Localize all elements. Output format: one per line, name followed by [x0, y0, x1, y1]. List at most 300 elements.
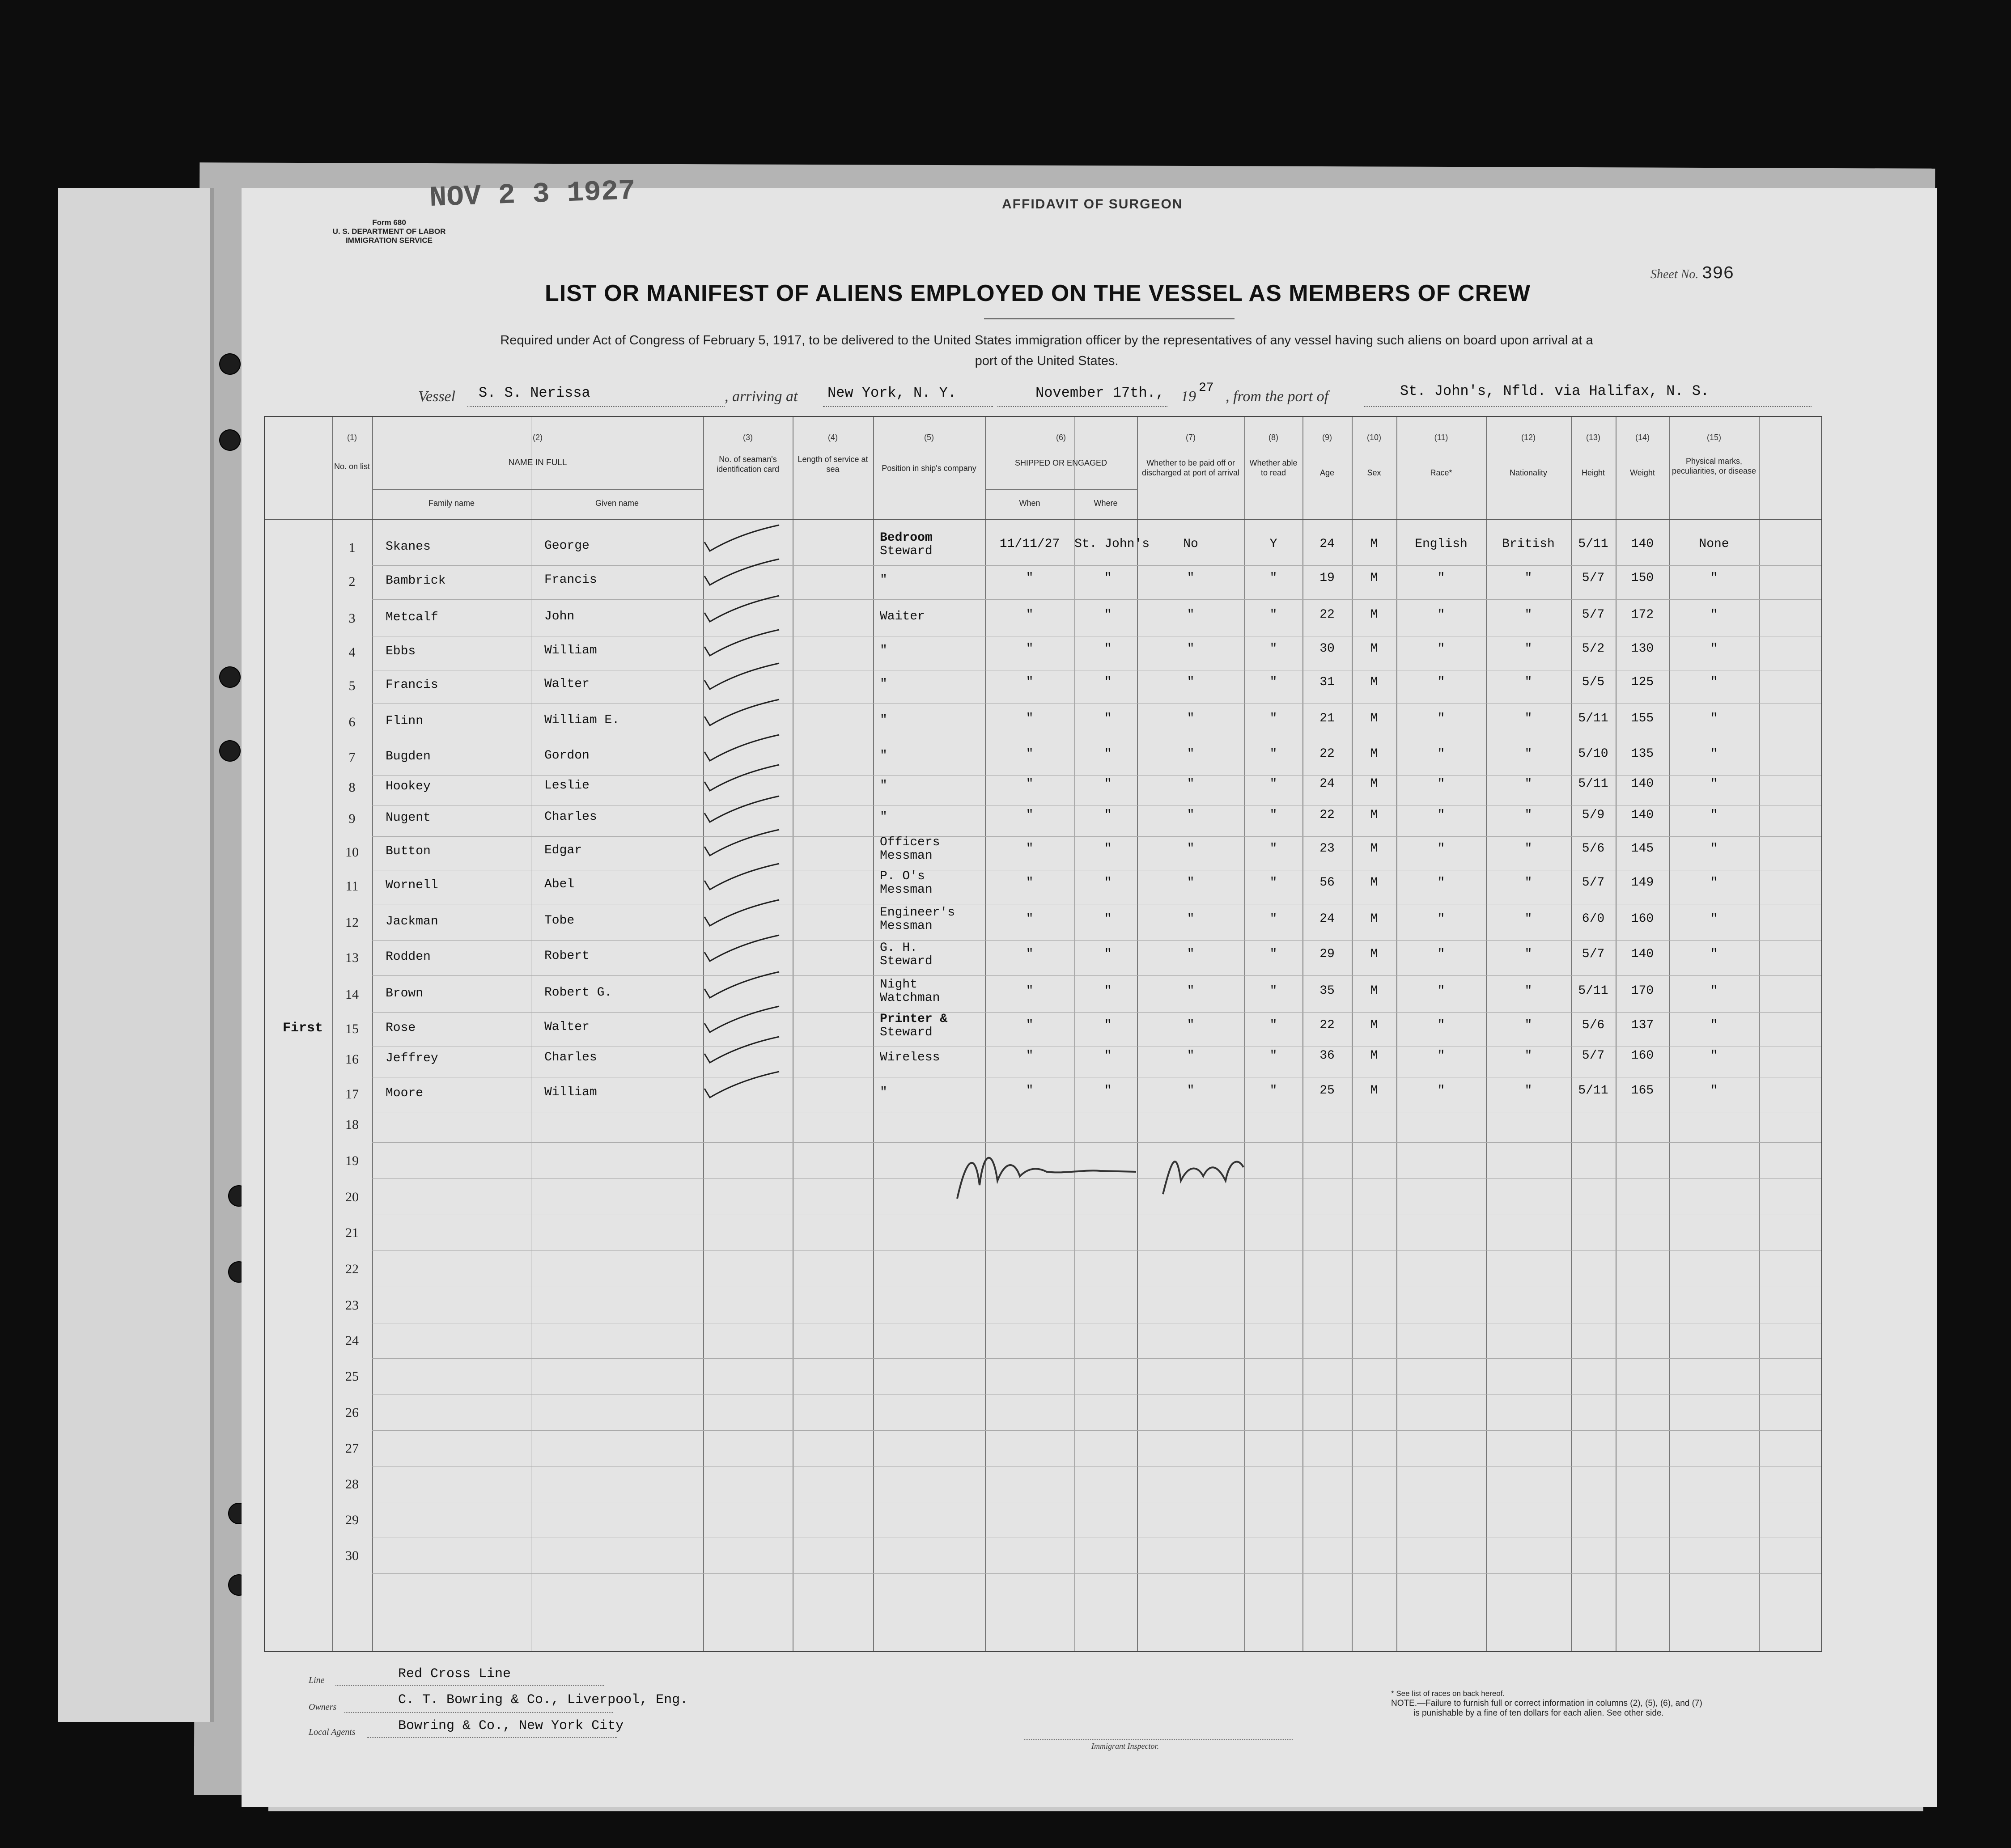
cell-when: ": [1026, 777, 1034, 791]
row-divider: [372, 1466, 1821, 1467]
row-divider: [372, 940, 1821, 941]
given-name: Tobe: [544, 914, 575, 928]
cell-marks: ": [1710, 912, 1718, 926]
year-prefix: 19: [1181, 388, 1196, 405]
cell-age: 30: [1319, 642, 1335, 656]
cell-where: St. John's: [1074, 537, 1150, 551]
row-divider: [372, 1358, 1821, 1359]
cell-paid: ": [1187, 675, 1195, 689]
cell-nat: ": [1524, 1018, 1532, 1032]
cell-sex: M: [1370, 912, 1378, 926]
form-line-3: IMMIGRATION SERVICE: [346, 236, 433, 245]
vessel-field-line: [467, 406, 725, 407]
row-number: 22: [345, 1262, 359, 1276]
cell-weight: 140: [1631, 808, 1654, 822]
card-checkmark: [701, 932, 781, 964]
cell-race: ": [1437, 984, 1445, 998]
cell-weight: 172: [1631, 608, 1654, 622]
cell-paid: ": [1187, 571, 1195, 585]
cell-height: 5/7: [1582, 608, 1605, 622]
col-5-num: (5): [924, 433, 934, 442]
cell-marks: ": [1710, 876, 1718, 890]
position-line-2: Steward: [880, 1026, 933, 1039]
cell-height: 5/11: [1578, 537, 1608, 551]
row-divider: [372, 1430, 1821, 1431]
races-note: * See list of races on back hereof.: [1391, 1689, 1505, 1698]
family-name: Bambrick: [386, 574, 446, 588]
position-line-1: ": [880, 713, 887, 727]
cell-height: 5/9: [1582, 808, 1605, 822]
col-3-num: (3): [743, 433, 753, 442]
card-checkmark: [701, 661, 781, 692]
cell-weight: 140: [1631, 537, 1654, 551]
cell-sex: M: [1370, 876, 1378, 890]
card-checkmark: [701, 897, 781, 928]
cell-read: ": [1269, 808, 1277, 822]
cell-read: ": [1269, 947, 1277, 961]
line-label: Line: [309, 1675, 325, 1685]
cell-read: ": [1269, 842, 1277, 856]
cell-read: ": [1269, 984, 1277, 998]
cell-nat: ": [1524, 608, 1532, 622]
col-9-num: (9): [1322, 433, 1332, 442]
cell-when: ": [1026, 984, 1034, 998]
cell-paid: ": [1187, 912, 1195, 926]
cell-read: ": [1269, 642, 1277, 656]
cell-race: ": [1437, 876, 1445, 890]
col-position-header: Position in ship's company: [882, 464, 976, 473]
port-field-line: [823, 406, 993, 407]
agents-value: Bowring & Co., New York City: [398, 1718, 624, 1734]
cell-where: ": [1104, 747, 1112, 761]
cell-race: ": [1437, 1084, 1445, 1098]
col-4-num: (4): [828, 433, 838, 442]
row-divider: [372, 599, 1821, 600]
row-number: 23: [345, 1298, 359, 1313]
arrival-port: New York, N. Y.: [827, 385, 957, 401]
required-line-2: port of the United States.: [975, 354, 1119, 368]
row-divider: [372, 1012, 1821, 1013]
cell-read: Y: [1269, 537, 1277, 551]
card-checkmark: [701, 1069, 781, 1100]
handwritten-signature: [948, 1132, 1261, 1221]
cell-nat: ": [1524, 747, 1532, 761]
row-divider: [372, 836, 1821, 837]
row-divider: [372, 565, 1821, 566]
card-checkmark: [701, 732, 781, 763]
cell-age: 24: [1319, 777, 1335, 791]
cell-where: ": [1104, 912, 1112, 926]
given-name: Edgar: [544, 843, 582, 857]
cell-when: ": [1026, 675, 1034, 689]
cell-paid: ": [1187, 808, 1195, 822]
cell-read: ": [1269, 1084, 1277, 1098]
from-port-label: , from the port of: [1226, 388, 1329, 405]
col-8-num: (8): [1269, 433, 1278, 442]
col-race-header: Race*: [1430, 468, 1452, 477]
cell-marks: ": [1710, 777, 1718, 791]
cell-marks: ": [1710, 842, 1718, 856]
position-line-2: Steward: [880, 544, 933, 558]
row-number: 9: [348, 811, 356, 826]
card-checkmark: [701, 793, 781, 825]
cell-marks: ": [1710, 747, 1718, 761]
family-name: Brown: [386, 987, 424, 1000]
family-name: Moore: [386, 1086, 424, 1100]
cell-height: 5/11: [1578, 712, 1608, 725]
failure-note: NOTE.—Failure to furnish full or correct information in columns (2), (5), (6), and (7): [1391, 1699, 1702, 1708]
row-number: 17: [345, 1087, 359, 1102]
row-number: 27: [345, 1441, 359, 1456]
position-line-1: ": [880, 1085, 887, 1099]
cell-race: English: [1415, 537, 1468, 551]
form-line-2: U. S. DEPARTMENT OF LABOR: [332, 227, 446, 236]
col-10-num: (10): [1366, 433, 1381, 442]
cell-where: ": [1104, 675, 1112, 689]
cell-height: 5/5: [1582, 675, 1605, 689]
family-name: Button: [386, 844, 431, 858]
cell-marks: ": [1710, 808, 1718, 822]
row-number: 7: [348, 750, 356, 765]
cell-paid: ": [1187, 1049, 1195, 1063]
cell-weight: 170: [1631, 984, 1654, 998]
row-number: 14: [345, 987, 359, 1002]
date-field-line: [997, 406, 1167, 407]
cell-height: 5/6: [1582, 842, 1605, 856]
inspector-signature-line: [1024, 1739, 1293, 1740]
cell-height: 5/10: [1578, 747, 1608, 761]
cell-read: ": [1269, 571, 1277, 585]
cell-nat: ": [1524, 777, 1532, 791]
row-number: 5: [348, 678, 356, 693]
cell-sex: M: [1370, 747, 1378, 761]
row-divider: [372, 1250, 1821, 1251]
family-name: Skanes: [386, 540, 431, 554]
cell-weight: 137: [1631, 1018, 1654, 1032]
col-no-header: No. on list: [334, 462, 370, 471]
row-number: 30: [345, 1548, 359, 1563]
cell-when: ": [1026, 876, 1034, 890]
cell-race: ": [1437, 571, 1445, 585]
cell-paid: No: [1183, 537, 1198, 551]
cell-when: ": [1026, 747, 1034, 761]
cell-where: ": [1104, 842, 1112, 856]
title-rule: [984, 318, 1235, 319]
cell-where: ": [1104, 876, 1112, 890]
position-line-1: Waiter: [880, 610, 925, 623]
family-name: Nugent: [386, 811, 431, 825]
position-line-1: Wireless: [880, 1051, 940, 1064]
family-name: Rodden: [386, 950, 431, 964]
cell-when: ": [1026, 1018, 1034, 1032]
given-name: Abel: [544, 877, 575, 891]
position-line-1: G. H.: [880, 941, 918, 955]
row-number: 11: [345, 879, 359, 894]
cell-read: ": [1269, 777, 1277, 791]
position-line-2: Steward: [880, 954, 933, 968]
col-6-num: (6): [1056, 433, 1066, 442]
arrival-date: November 17th.,: [1035, 385, 1165, 401]
card-checkmark: [701, 969, 781, 1000]
cell-race: ": [1437, 747, 1445, 761]
position-line-1: ": [880, 573, 887, 587]
cell-where: ": [1104, 947, 1112, 961]
position-line-1: P. O's: [880, 869, 925, 883]
cell-nat: ": [1524, 876, 1532, 890]
family-name: Jeffrey: [386, 1051, 438, 1065]
family-name: Metcalf: [386, 610, 438, 624]
given-name: John: [544, 610, 575, 623]
position-line-1: ": [880, 749, 887, 763]
row-number: 20: [345, 1190, 359, 1204]
cell-race: ": [1437, 1018, 1445, 1032]
family-name: Ebbs: [386, 644, 416, 658]
position-line-1: ": [880, 810, 887, 824]
cell-marks: ": [1710, 571, 1718, 585]
cell-marks: ": [1710, 608, 1718, 622]
cell-paid: ": [1187, 947, 1195, 961]
family-name: Hookey: [386, 780, 431, 793]
cell-where: ": [1104, 1018, 1112, 1032]
cell-marks: ": [1710, 1018, 1718, 1032]
given-name: Leslie: [544, 779, 590, 793]
cell-weight: 155: [1631, 712, 1654, 725]
agents-field-line: [367, 1737, 617, 1738]
given-name: Robert G.: [544, 986, 612, 1000]
given-name: William: [544, 1085, 597, 1099]
card-checkmark: [701, 762, 781, 793]
given-name: Charles: [544, 1051, 597, 1064]
cell-sex: M: [1370, 608, 1378, 622]
vessel-name: S. S. Nerissa: [479, 385, 590, 401]
cell-race: ": [1437, 608, 1445, 622]
cell-paid: ": [1187, 712, 1195, 725]
position-line-1: Night: [880, 978, 918, 992]
given-name: Robert: [544, 949, 590, 963]
cell-when: ": [1026, 712, 1034, 725]
cell-when: ": [1026, 1084, 1034, 1098]
agents-label: Local Agents: [309, 1727, 356, 1737]
cell-race: ": [1437, 912, 1445, 926]
cell-age: 31: [1319, 675, 1335, 689]
cell-height: 5/11: [1578, 1084, 1608, 1098]
card-checkmark: [701, 522, 781, 554]
failure-note-cont: is punishable by a fine of ten dollars for each alien. See other side.: [1413, 1708, 1664, 1718]
col-14-num: (14): [1635, 433, 1650, 442]
row-number: 16: [345, 1052, 359, 1067]
col-12-num: (12): [1521, 433, 1536, 442]
position-line-1: Printer &: [880, 1012, 948, 1026]
position-line-2: Messman: [880, 883, 933, 897]
cell-where: ": [1104, 1049, 1112, 1063]
col-height-header: Height: [1581, 468, 1605, 477]
col-where-header: Where: [1094, 499, 1118, 508]
cell-nat: ": [1524, 1084, 1532, 1098]
row-number: 28: [345, 1477, 359, 1492]
cell-paid: ": [1187, 1084, 1195, 1098]
card-checkmark: [701, 556, 781, 588]
cell-where: ": [1104, 642, 1112, 656]
col-marks-header: Physical marks, peculiarities, or disease: [1672, 457, 1756, 475]
row-number: 15: [345, 1021, 359, 1036]
cell-when: ": [1026, 912, 1034, 926]
cell-read: ": [1269, 876, 1277, 890]
cell-weight: 160: [1631, 1049, 1654, 1063]
required-line-1: Required under Act of Congress of February 5, 1917, to be delivered to the United States immigration officer by the representatives of any vessel having such aliens on board upon arrival at a: [500, 333, 1593, 348]
row-number: 26: [345, 1405, 359, 1420]
cell-age: 29: [1319, 947, 1335, 961]
position-line-2: Watchman: [880, 991, 940, 1005]
cell-nat: ": [1524, 808, 1532, 822]
row-number: 10: [345, 845, 359, 860]
card-checkmark: [701, 593, 781, 624]
cell-age: 25: [1319, 1084, 1335, 1098]
cell-paid: ": [1187, 608, 1195, 622]
cell-sex: M: [1370, 1084, 1378, 1098]
row-number: 2: [348, 574, 356, 589]
given-name: Charles: [544, 810, 597, 824]
col-15-num: (15): [1706, 433, 1721, 442]
cell-marks: ": [1710, 642, 1718, 656]
given-name: William: [544, 644, 597, 657]
row-number: 24: [345, 1333, 359, 1348]
row-number: 12: [345, 915, 359, 930]
owners-field-line: [344, 1712, 613, 1713]
cell-read: ": [1269, 1018, 1277, 1032]
cell-nat: ": [1524, 912, 1532, 926]
cell-nat: ": [1524, 984, 1532, 998]
row-number: 25: [345, 1369, 359, 1384]
cell-weight: 165: [1631, 1084, 1654, 1098]
row-number: 21: [345, 1225, 359, 1240]
required-notice: [322, 330, 1771, 371]
cell-race: ": [1437, 1049, 1445, 1063]
card-checkmark: [701, 627, 781, 658]
cell-sex: M: [1370, 947, 1378, 961]
cell-age: 35: [1319, 984, 1335, 998]
inspector-label: Immigrant Inspector.: [1091, 1742, 1159, 1751]
cell-read: ": [1269, 747, 1277, 761]
cell-paid: ": [1187, 747, 1195, 761]
cell-when: 11/11/27: [999, 537, 1060, 551]
cell-read: ": [1269, 608, 1277, 622]
cell-read: ": [1269, 712, 1277, 725]
cell-sex: M: [1370, 1018, 1378, 1032]
first-class-label: First: [283, 1021, 323, 1036]
cell-where: ": [1104, 1084, 1112, 1098]
left-page-edge: [58, 188, 210, 1722]
cell-where: ": [1104, 608, 1112, 622]
cell-height: 5/7: [1582, 571, 1605, 585]
cell-weight: 145: [1631, 842, 1654, 856]
from-port: St. John's, Nfld. via Halifax, N. S.: [1400, 383, 1710, 399]
cell-marks: ": [1710, 712, 1718, 725]
card-checkmark: [701, 1034, 781, 1065]
vessel-label: Vessel: [418, 388, 456, 405]
cell-paid: ": [1187, 642, 1195, 656]
position-line-1: Bedroom: [880, 531, 933, 545]
row-number: 19: [345, 1153, 359, 1168]
cell-weight: 140: [1631, 947, 1654, 961]
col-weight-header: Weight: [1630, 468, 1655, 477]
col-when-header: When: [1019, 499, 1040, 508]
cell-height: 5/7: [1582, 947, 1605, 961]
cell-height: 5/11: [1578, 777, 1608, 791]
card-checkmark: [701, 697, 781, 728]
cell-where: ": [1104, 712, 1112, 725]
row-number: 6: [348, 715, 356, 729]
col-2-num: (2): [533, 433, 543, 442]
cell-nat: ": [1524, 571, 1532, 585]
cell-where: ": [1104, 571, 1112, 585]
arrival-date-stamp: NOV 2 3 1927: [429, 175, 636, 215]
cell-where: ": [1104, 984, 1112, 998]
cell-marks: None: [1699, 537, 1729, 551]
owners-value: C. T. Bowring & Co., Liverpool, Eng.: [398, 1692, 688, 1708]
affidavit-label: AFFIDAVIT OF SURGEON: [1002, 197, 1183, 212]
family-name: Wornell: [386, 878, 438, 892]
cell-paid: ": [1187, 1018, 1195, 1032]
col-11-num: (11): [1434, 433, 1448, 442]
cell-weight: 125: [1631, 675, 1654, 689]
cell-marks: ": [1710, 1084, 1718, 1098]
position-line-1: Engineer's: [880, 906, 955, 920]
col-read-header: Whether able to read: [1249, 458, 1298, 477]
card-checkmark: [701, 861, 781, 892]
cell-nat: ": [1524, 1049, 1532, 1063]
cell-when: ": [1026, 1049, 1034, 1063]
cell-paid: ": [1187, 876, 1195, 890]
cell-age: 21: [1319, 712, 1335, 725]
cell-nat: ": [1524, 712, 1532, 725]
col-sex-header: Sex: [1367, 468, 1381, 477]
sheet-label: Sheet No.: [1650, 267, 1699, 281]
cell-age: 22: [1319, 747, 1335, 761]
cell-age: 22: [1319, 808, 1335, 822]
cell-age: 23: [1319, 842, 1335, 856]
cell-nat: ": [1524, 947, 1532, 961]
cell-marks: ": [1710, 947, 1718, 961]
col-shipped-header: SHIPPED OR ENGAGED: [1014, 458, 1107, 467]
row-number: 3: [348, 611, 356, 626]
line-value: Red Cross Line: [398, 1666, 511, 1682]
position-line-2: Messman: [880, 849, 933, 863]
cell-when: ": [1026, 608, 1034, 622]
cell-sex: M: [1370, 712, 1378, 725]
cell-weight: 160: [1631, 912, 1654, 926]
cell-age: 19: [1319, 571, 1335, 585]
position-line-1: ": [880, 677, 887, 691]
given-name: Gordon: [544, 749, 590, 763]
cell-read: ": [1269, 1049, 1277, 1063]
row-number: 8: [348, 780, 356, 795]
cell-weight: 140: [1631, 777, 1654, 791]
col-given-header: Given name: [595, 499, 639, 508]
row-number: 18: [345, 1117, 359, 1132]
cell-race: ": [1437, 842, 1445, 856]
position-line-1: Officers: [880, 835, 940, 849]
col-paid-header: Whether to be paid off or discharged at port of arrival: [1141, 458, 1240, 477]
cell-sex: M: [1370, 808, 1378, 822]
family-name: Rose: [386, 1021, 416, 1035]
family-name: Flinn: [386, 714, 424, 728]
cell-height: 5/11: [1578, 984, 1608, 998]
cell-when: ": [1026, 842, 1034, 856]
form-line-1: Form 680: [372, 218, 406, 227]
line-field-line: [335, 1685, 604, 1686]
cell-race: ": [1437, 777, 1445, 791]
col-1-num: (1): [347, 433, 357, 442]
